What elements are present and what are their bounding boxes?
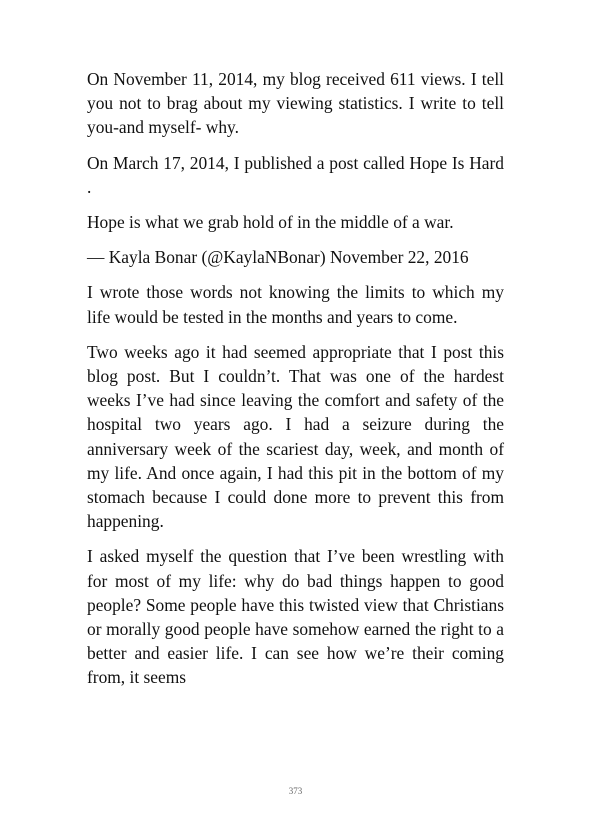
paragraph-question: I asked myself the question that I’ve been wrestling with for most of my life: why do bad things happen to good people? Some people have this twisted view that Christians or morally good people have somehow earned the right to a better and easier life. I can see how we’re their coming from, it seems bbox=[87, 546, 504, 688]
paragraph-quote-attribution: — Kayla Bonar (@KaylaNBonar) November 22, 2016 bbox=[87, 247, 469, 268]
paragraph-hope-is-hard: On March 17, 2014, I published a post called Hope Is Hard . bbox=[87, 152, 504, 197]
page-number: 373 bbox=[288, 786, 303, 796]
paragraph-two-weeks-ago: Two weeks ago it had seemed appropriate that I post this blog post. But I couldn’t. That was one of the hardest weeks I’ve had since leaving the comfort and safety of the hospital two years ago. I had a seizure during the anniversary week of the scariest day, week, and month of my life. And once again, I had this pit in the bottom of my stomach because I could done more to prevent this from happening. bbox=[87, 341, 504, 532]
paragraph-blog-views: On November 11, 2014, my blog received 611 views. I tell you not to brag about my viewing statistics. I write to tell you-and myself- why. bbox=[87, 69, 504, 138]
paragraph-limits: I wrote those words not knowing the limits to which my life would be tested in the months and years to come. bbox=[87, 282, 504, 327]
paragraph-quote: Hope is what we grab hold of in the middle of a war. bbox=[87, 212, 454, 233]
page-body bbox=[87, 67, 504, 701]
